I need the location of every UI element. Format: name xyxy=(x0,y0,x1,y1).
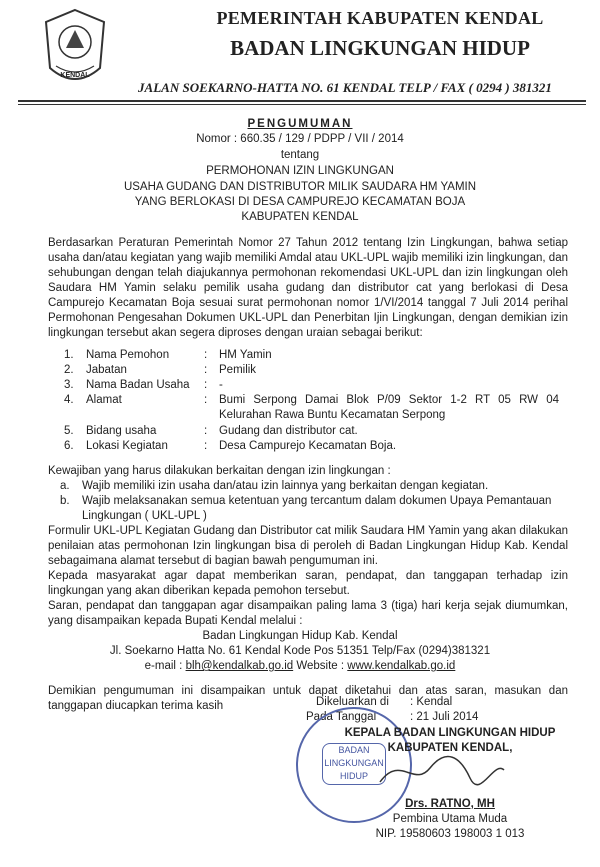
announcement-number: Nomor : 660.35 / 129 / PDPP / VII / 2014 xyxy=(196,133,404,145)
signatory-nip: NIP. 19580603 198003 1 013 xyxy=(375,828,525,840)
detail-colon: : xyxy=(204,349,208,361)
announcement-subject-1: PERMOHONAN IZIN LINGKUNGAN xyxy=(206,165,394,177)
closing-paragraph: Demikian pengumuman ini disampaikan untuk dapat diketahui dan atas saran, masukan dan tanggapan diucapkan terima kasih xyxy=(48,685,568,712)
detail-number: 3. xyxy=(64,379,74,391)
detail-colon: : xyxy=(204,394,208,406)
detail-number: 2. xyxy=(64,364,74,376)
announcement-tentang: tentang xyxy=(280,149,320,161)
detail-value: Desa Campurejo Kecamatan Boja. xyxy=(219,440,397,452)
saran-paragraph: Saran, pendapat dan tanggapan agar disampaikan paling lama 3 (tiga) hari kerja sejak diumumkan, yang disampaikan kepada Bupati Kendal melalui : xyxy=(48,600,568,627)
intro-paragraph xyxy=(48,236,568,341)
handwritten-signature xyxy=(370,748,510,794)
detail-colon: : xyxy=(204,379,208,391)
detail-value: Pemilik xyxy=(219,364,257,376)
detail-key: Nama Badan Usaha xyxy=(86,379,190,391)
logo-text: KENDAL xyxy=(60,72,90,79)
detail-key: Alamat xyxy=(86,394,122,406)
contact-address: Jl. Soekarno Hatta No. 61 Kendal Kode Pos 51351 Telp/Fax (0294)381321 xyxy=(109,645,491,657)
public-paragraph: Kepada masyarakat agar dapat memberikan saran, pendapat, dan tanggapan terhadap izin lingkungan yang akan diberikan kepada pemohon tersebut. xyxy=(48,570,568,597)
website-link[interactable]: www.kendalkab.go.id xyxy=(347,660,456,672)
detail-key: Nama Pemohon xyxy=(86,349,170,361)
letterhead-rule-thin xyxy=(18,104,586,105)
letterhead-agency: BADAN LINGKUNGAN HIDUP xyxy=(230,36,530,60)
detail-key: Bidang usaha xyxy=(86,425,157,437)
letterhead-government: PEMERINTAH KABUPATEN KENDAL xyxy=(216,8,544,28)
obligation-text: Wajib melaksanakan semua ketentuan yang tercantum dalam dokumen Upaya Pemantauan Lingkungan ( UKL-UPL ) xyxy=(82,495,552,522)
announcement-subject-3: YANG BERLOKASI DI DESA CAMPUREJO KECAMATAN BOJA xyxy=(134,196,466,208)
obligation-letter: a. xyxy=(60,480,70,492)
obligation-text: Wajib memiliki izin usaha dan/atau izin lainnya yang berkaitan dengan kegiatan. xyxy=(82,480,489,492)
detail-number: 1. xyxy=(64,349,74,361)
announcement-subject-4: KABUPATEN KENDAL xyxy=(241,211,359,223)
detail-value: HM Yamin xyxy=(219,349,272,361)
signatory-rank: Pembina Utama Muda xyxy=(392,813,508,825)
email-label: e-mail : xyxy=(144,660,186,672)
detail-key: Lokasi Kegiatan xyxy=(86,440,168,452)
issued-value: : Kendal xyxy=(410,696,453,708)
email-link[interactable]: blh@kendalkab.go.id xyxy=(185,660,294,672)
contact-name: Badan Lingkungan Hidup Kab. Kendal xyxy=(202,630,398,642)
signatory-position-1: KEPALA BADAN LINGKUNGAN HIDUP xyxy=(344,727,556,739)
detail-value: Gudang dan distributor cat. xyxy=(219,425,358,437)
detail-number: 4. xyxy=(64,394,74,406)
detail-colon: : xyxy=(204,364,208,376)
detail-colon: : xyxy=(204,440,208,452)
detail-number: 5. xyxy=(64,425,74,437)
letterhead-rule xyxy=(18,100,586,102)
form-paragraph: Formulir UKL-UPL Kegiatan Gudang dan Distributor cat milik Saudara HM Yamin yang akan dilakukan penilaian atas permohonan Izin lingkungan bisa di peroleh di Badan Lingkungan Hidup Kab. Kendal sebagaimana alamat tersebut di bagian bawah pengumuman ini. xyxy=(48,525,568,567)
signatory-position-2: KABUPATEN KENDAL, xyxy=(387,742,513,754)
detail-value: Bumi Serpong Damai Blok P/09 Sektor 1-2 RT 05 RW 04 Kelurahan Rawa Buntu Kecamatan Serpong xyxy=(219,394,559,421)
issued-label: Dikeluarkan di xyxy=(316,696,389,708)
letterhead-address: JALAN SOEKARNO-HATTA NO. 61 KENDAL TELP / FAX ( 0294 ) 381321 xyxy=(138,80,552,95)
announcement-subject-2: USAHA GUDANG DAN DISTRIBUTOR MILIK SAUDARA HM YAMIN xyxy=(123,181,477,193)
detail-value: - xyxy=(219,379,223,391)
detail-colon: : xyxy=(204,425,208,437)
detail-key: Jabatan xyxy=(86,364,127,376)
intro-text: Berdasarkan Peraturan Pemerintah Nomor 27 Tahun 2012 tentang Izin Lingkungan, bahwa setiap usaha dan/atau kegiatan yang wajib memiliki Amdal atau UKL-UPL wajib memiliki izin lingkungan, dan sehubungan dengan telah diajukannya permohonan rekomendasi UKL-UPL dan izin lingkungan oleh Saudara HM Yamin selaku pemilik usaha gudang dan distributor cat yang berlokasi di Desa Campurejo Kecamatan Boja sesuai surat permohonan nomor 1/VI/2014 tanggal 7 Juli 2014 perihal Permohonan Pengesahan Dokumen UKL-UPL dan Penerbitan Ijin Lingkungan, dengan demikian izin lingkungan tersebut akan segera diproses dengan uraian sebagai berikut: xyxy=(48,237,568,339)
signatory-name: Drs. RATNO, MH xyxy=(405,798,495,810)
obligation-letter: b. xyxy=(60,495,70,507)
detail-number: 6. xyxy=(64,440,74,452)
date-value: : 21 Juli 2014 xyxy=(410,711,479,723)
stamp-label: BADAN LINGKUNGAN HIDUP xyxy=(322,743,386,785)
contact-line xyxy=(0,659,600,674)
announcement-title: PENGUMUMAN xyxy=(247,118,353,130)
obligations-intro: Kewajiban yang harus dilakukan berkaitan dengan izin lingkungan : xyxy=(48,465,391,477)
date-label: Pada Tanggal xyxy=(306,711,377,723)
website-label: Website : xyxy=(293,660,348,672)
